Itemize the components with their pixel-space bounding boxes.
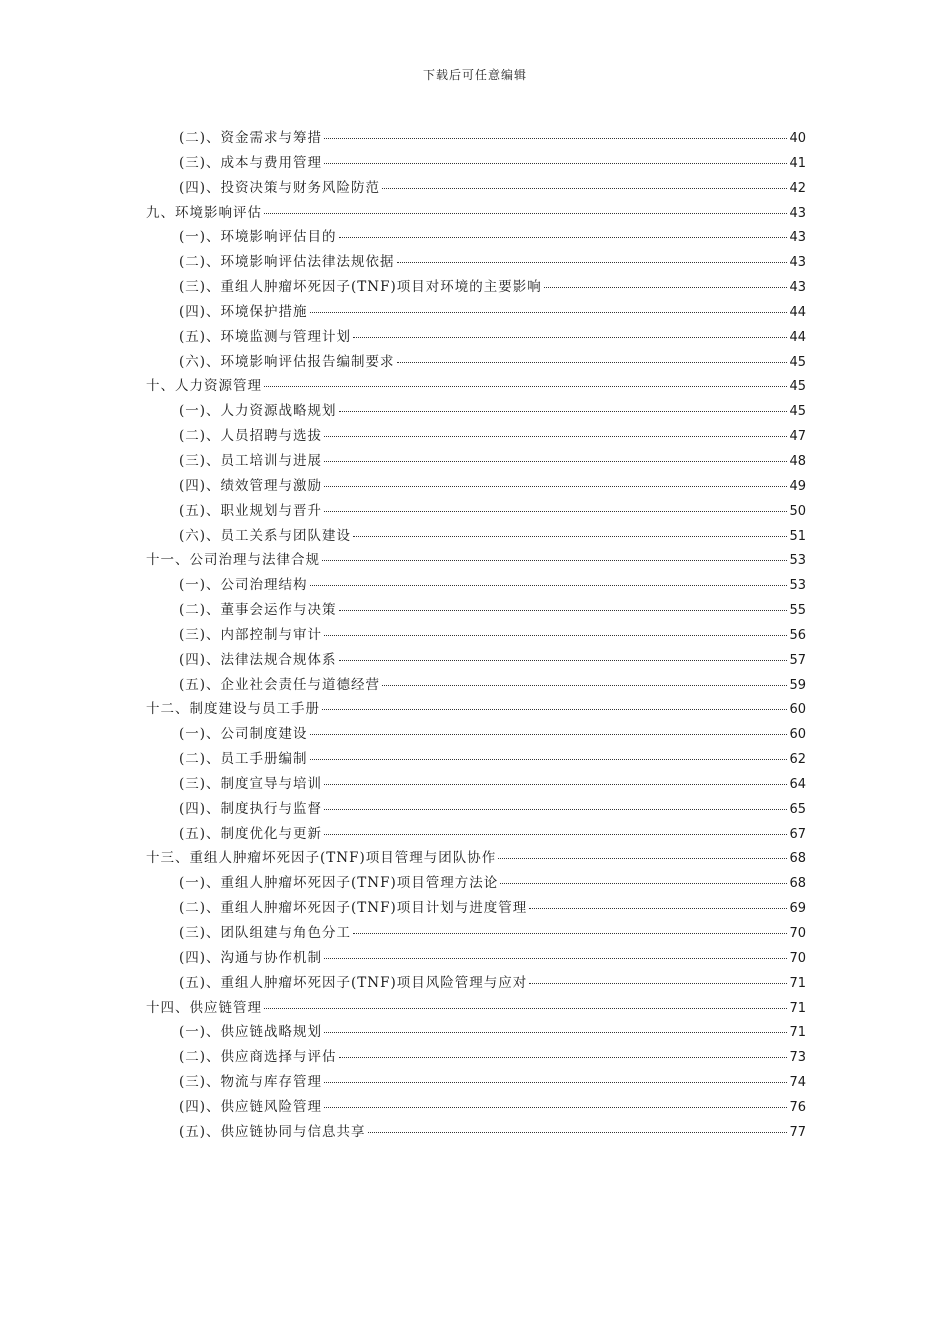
toc-entry[interactable] — [146, 697, 806, 722]
toc-dot-leader — [368, 1118, 788, 1133]
toc-entry-page: 51 — [789, 528, 806, 544]
toc-entry-title: (一)、人力资源战略规划 — [179, 403, 337, 420]
toc-dot-leader — [324, 472, 787, 487]
toc-entry[interactable] — [146, 449, 806, 474]
toc-entry[interactable] — [146, 399, 806, 424]
toc-entry[interactable] — [146, 971, 806, 996]
toc-entry-title: (四)、投资决策与财务风险防范 — [179, 179, 381, 196]
toc-entry-title: (一)、环境影响评估目的 — [179, 229, 337, 246]
toc-entry[interactable] — [146, 747, 806, 772]
toc-entry-page: 49 — [789, 478, 806, 494]
toc-entry[interactable] — [146, 201, 806, 226]
toc-entry-page: 43 — [789, 230, 806, 246]
toc-entry-title: (四)、制度执行与监督 — [179, 800, 323, 817]
toc-entry[interactable] — [146, 225, 806, 250]
toc-dot-leader — [324, 149, 787, 164]
toc-entry[interactable] — [146, 623, 806, 648]
toc-entry-page: 73 — [789, 1050, 806, 1066]
toc-entry-title: (五)、企业社会责任与道德经营 — [179, 676, 381, 693]
toc-entry-page: 68 — [789, 876, 806, 892]
toc-entry[interactable] — [146, 499, 806, 524]
toc-entry-page: 60 — [789, 702, 806, 718]
toc-entry-title: (二)、供应商选择与评估 — [179, 1049, 337, 1066]
toc-dot-leader — [322, 546, 787, 561]
toc-dot-leader — [529, 969, 787, 984]
toc-dot-leader — [339, 223, 788, 238]
page-header: 下载后可任意编辑 — [422, 68, 527, 82]
toc-dot-leader — [310, 745, 788, 760]
toc-dot-leader — [353, 522, 787, 537]
toc-entry[interactable] — [146, 300, 806, 325]
toc-dot-leader — [324, 795, 787, 810]
toc-dot-leader — [264, 994, 787, 1009]
toc-entry-title: 九、环境影响评估 — [146, 204, 262, 221]
toc-dot-leader — [500, 869, 787, 884]
toc-entry[interactable] — [146, 126, 806, 151]
toc-entry-page: 67 — [789, 826, 806, 842]
toc-dot-leader — [264, 372, 787, 387]
toc-entry-page: 43 — [789, 205, 806, 221]
toc-dot-leader — [324, 422, 787, 437]
toc-entry-page: 53 — [789, 578, 806, 594]
toc-entry-page: 76 — [789, 1099, 806, 1115]
toc-entry-page: 62 — [789, 752, 806, 768]
toc-entry-title: (一)、供应链战略规划 — [179, 1024, 323, 1041]
toc-entry[interactable] — [146, 896, 806, 921]
toc-entry-page: 71 — [789, 1025, 806, 1041]
toc-entry-page: 56 — [789, 627, 806, 643]
toc-entry[interactable] — [146, 846, 806, 871]
toc-entry-page: 43 — [789, 280, 806, 296]
toc-entry-title: (一)、公司制度建设 — [179, 726, 308, 743]
toc-dot-leader — [339, 646, 788, 661]
toc-entry-title: (二)、资金需求与筹措 — [179, 130, 323, 146]
toc-entry-title: (四)、绩效管理与激励 — [179, 477, 323, 494]
toc-entry-page: 71 — [789, 975, 806, 991]
toc-entry-page: 53 — [789, 553, 806, 569]
toc-dot-leader — [324, 447, 787, 462]
toc-entry-page: 45 — [789, 379, 806, 395]
toc-entry-page: 43 — [789, 255, 806, 271]
toc-dot-leader — [382, 671, 787, 686]
toc-entry-title: (五)、职业规划与晋升 — [179, 502, 323, 519]
toc-entry[interactable] — [146, 275, 806, 300]
toc-entry-page: 68 — [789, 851, 806, 867]
toc-dot-leader — [353, 323, 787, 338]
toc-entry-page: 71 — [789, 1000, 806, 1016]
toc-entry-page: 44 — [789, 304, 806, 320]
toc-entry-title: (四)、沟通与协作机制 — [179, 949, 323, 966]
toc-dot-leader — [529, 894, 787, 909]
toc-entry-page: 65 — [789, 801, 806, 817]
toc-entry-title: (二)、员工手册编制 — [179, 751, 308, 768]
toc-entry-title: (二)、人员招聘与选拔 — [179, 428, 323, 445]
toc-entry-title: 十四、供应链管理 — [146, 999, 262, 1016]
toc-entry-title: (六)、员工关系与团队建设 — [179, 527, 352, 544]
toc-entry-title: (三)、成本与费用管理 — [179, 154, 323, 171]
toc-entry-title: (三)、重组人肿瘤坏死因子(TNF)项目对环境的主要影响 — [179, 279, 542, 296]
toc-entry[interactable] — [146, 151, 806, 176]
toc-entry[interactable] — [146, 474, 806, 499]
toc-entry[interactable] — [146, 350, 806, 375]
toc-entry[interactable] — [146, 176, 806, 201]
toc-dot-leader — [310, 571, 788, 586]
toc-dot-leader — [397, 248, 788, 263]
toc-dot-leader — [324, 820, 787, 835]
toc-entry-title: (一)、重组人肿瘤坏死因子(TNF)项目管理方法论 — [179, 875, 499, 892]
toc-entry[interactable] — [146, 598, 806, 623]
toc-dot-leader — [324, 1068, 787, 1083]
toc-entry[interactable] — [146, 573, 806, 598]
toc-dot-leader — [324, 1018, 787, 1033]
toc-entry[interactable] — [146, 1070, 806, 1095]
toc-entry[interactable] — [146, 424, 806, 449]
toc-entry-page: 47 — [789, 429, 806, 445]
toc-entry[interactable] — [146, 871, 806, 896]
toc-entry-page: 74 — [789, 1075, 806, 1091]
toc-entry[interactable] — [146, 797, 806, 822]
toc-entry[interactable] — [146, 822, 806, 847]
toc-entry[interactable] — [146, 946, 806, 971]
toc-entry[interactable] — [146, 524, 806, 549]
toc-dot-leader — [324, 770, 787, 785]
toc-dot-leader — [498, 844, 787, 859]
toc-dot-leader — [339, 397, 788, 412]
toc-entry-title: (二)、董事会运作与决策 — [179, 602, 337, 619]
toc-entry-page: 59 — [789, 677, 806, 693]
table-of-contents — [146, 126, 806, 1145]
toc-dot-leader — [397, 348, 788, 363]
toc-entry-title: (三)、制度宣导与培训 — [179, 775, 323, 792]
toc-entry-title: (三)、团队组建与角色分工 — [179, 925, 352, 941]
toc-entry-page: 60 — [789, 727, 806, 743]
toc-dot-leader — [324, 497, 787, 512]
toc-entry-title: (三)、员工培训与进展 — [179, 452, 323, 469]
toc-dot-leader — [339, 1043, 788, 1058]
toc-entry[interactable] — [146, 1095, 806, 1120]
toc-entry[interactable] — [146, 1020, 806, 1045]
toc-entry-page: 64 — [789, 776, 806, 792]
toc-dot-leader — [310, 720, 788, 735]
toc-entry-title: (四)、法律法规合规体系 — [179, 651, 337, 668]
toc-entry-title: 十二、制度建设与员工手册 — [146, 701, 320, 718]
toc-entry[interactable] — [146, 325, 806, 350]
toc-entry-title: (一)、公司治理结构 — [179, 577, 308, 594]
toc-entry-page: 40 — [789, 131, 806, 146]
toc-dot-leader — [310, 298, 788, 313]
toc-entry[interactable] — [146, 921, 806, 946]
toc-dot-leader — [324, 1093, 787, 1108]
toc-entry[interactable] — [146, 772, 806, 797]
toc-entry[interactable] — [146, 648, 806, 673]
toc-entry-title: (二)、环境影响评估法律法规依据 — [179, 254, 395, 271]
toc-entry-title: (二)、重组人肿瘤坏死因子(TNF)项目计划与进度管理 — [179, 900, 528, 917]
toc-entry[interactable] — [146, 673, 806, 698]
toc-entry-title: 十三、重组人肿瘤坏死因子(TNF)项目管理与团队协作 — [146, 850, 497, 867]
toc-entry-page: 70 — [789, 950, 806, 966]
toc-entry-page: 69 — [789, 901, 806, 917]
toc-dot-leader — [324, 124, 787, 139]
toc-entry-title: (五)、供应链协同与信息共享 — [179, 1123, 366, 1140]
toc-entry-page: 57 — [789, 652, 806, 668]
toc-entry-page: 44 — [789, 329, 806, 345]
toc-dot-leader — [324, 621, 787, 636]
toc-dot-leader — [339, 596, 788, 611]
toc-entry-title: (六)、环境影响评估报告编制要求 — [179, 353, 395, 370]
toc-entry-title: (三)、物流与库存管理 — [179, 1074, 323, 1091]
toc-entry-title: (五)、重组人肿瘤坏死因子(TNF)项目风险管理与应对 — [179, 974, 528, 991]
toc-entry-title: (四)、环境保护措施 — [179, 303, 308, 320]
toc-dot-leader — [544, 273, 788, 288]
toc-entry[interactable] — [146, 1120, 806, 1145]
toc-entry[interactable] — [146, 996, 806, 1021]
toc-entry-page: 77 — [789, 1124, 806, 1140]
toc-entry-title: 十、人力资源管理 — [146, 378, 262, 395]
toc-entry-page: 41 — [789, 155, 806, 171]
toc-entry-page: 45 — [789, 354, 806, 370]
toc-entry[interactable] — [146, 1045, 806, 1070]
toc-entry-title: 十一、公司治理与法律合规 — [146, 552, 320, 569]
toc-dot-leader — [324, 944, 787, 959]
toc-entry[interactable] — [146, 374, 806, 399]
toc-entry-title: (五)、环境监测与管理计划 — [179, 328, 352, 345]
toc-entry-page: 50 — [789, 503, 806, 519]
toc-entry-title: (三)、内部控制与审计 — [179, 626, 323, 643]
toc-dot-leader — [322, 695, 787, 710]
toc-entry[interactable] — [146, 548, 806, 573]
toc-dot-leader — [353, 919, 787, 934]
toc-dot-leader — [264, 199, 787, 214]
toc-entry[interactable] — [146, 722, 806, 747]
toc-entry-page: 55 — [789, 603, 806, 619]
toc-entry-page: 45 — [789, 404, 806, 420]
toc-entry-page: 42 — [789, 180, 806, 196]
toc-entry-page: 70 — [789, 926, 806, 941]
toc-entry-page: 48 — [789, 453, 806, 469]
toc-entry-title: (四)、供应链风险管理 — [179, 1098, 323, 1115]
toc-dot-leader — [382, 174, 787, 189]
toc-entry-title: (五)、制度优化与更新 — [179, 825, 323, 842]
toc-entry[interactable] — [146, 250, 806, 275]
